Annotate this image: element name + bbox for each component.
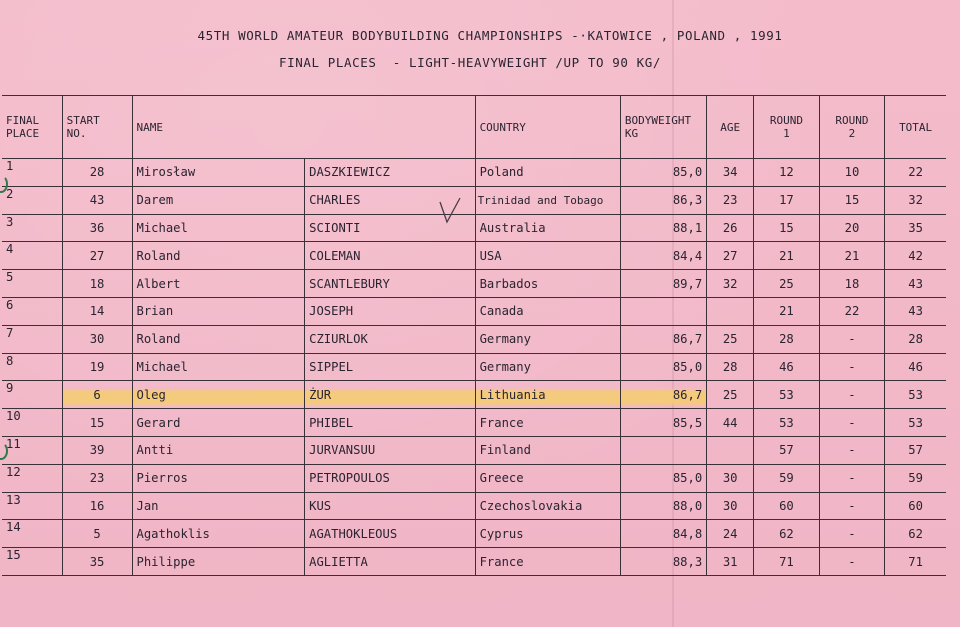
table-row (2, 548, 946, 576)
start-no-cell: 16 (62, 492, 132, 520)
age-cell: 30 (707, 492, 754, 520)
country-cell: Cyprus (475, 520, 620, 548)
age-cell: 26 (707, 214, 754, 242)
bodyweight-cell (620, 436, 706, 464)
round2-cell: 10 (819, 159, 885, 187)
championship-title: 45TH WORLD AMATEUR BODYBUILDING CHAMPIONSHIPS -·KATOWICE , POLAND , 1991 (197, 28, 783, 43)
start-no-cell: 35 (62, 548, 132, 576)
start-no-cell: 18 (62, 270, 132, 298)
final-place-cell: 12 (2, 464, 62, 492)
start-no-cell: 15 (62, 409, 132, 437)
total-cell: 53 (885, 409, 946, 437)
table-row (2, 242, 946, 270)
bodyweight-cell: 89,7 (620, 270, 706, 298)
results-table (2, 95, 946, 576)
last-name-cell: DASZKIEWICZ (305, 159, 475, 187)
age-cell: 44 (707, 409, 754, 437)
header-final-place: FINAL PLACE (2, 96, 62, 159)
round2-cell: - (819, 381, 885, 409)
start-no-cell: 27 (62, 242, 132, 270)
age-cell: 23 (707, 186, 754, 214)
final-place-cell: 8 (2, 353, 62, 381)
age-cell: 27 (707, 242, 754, 270)
final-place-cell: 14 (2, 520, 62, 548)
round2-cell: 18 (819, 270, 885, 298)
first-name-cell: Pierros (132, 464, 305, 492)
age-cell: 24 (707, 520, 754, 548)
round1-cell: 62 (754, 520, 820, 548)
country-cell: Finland (475, 436, 620, 464)
bodyweight-cell: 85,0 (620, 464, 706, 492)
table-row (2, 381, 946, 409)
total-cell: 42 (885, 242, 946, 270)
table-row (2, 436, 946, 464)
total-cell: 46 (885, 353, 946, 381)
first-name-cell: Michael (132, 353, 305, 381)
first-name-cell: Philippe (132, 548, 305, 576)
final-place-cell: 4 (2, 242, 62, 270)
final-place-cell: 15 (2, 548, 62, 576)
total-cell: 71 (885, 548, 946, 576)
start-no-cell: 36 (62, 214, 132, 242)
table-row (2, 492, 946, 520)
total-cell: 60 (885, 492, 946, 520)
total-cell: 32 (885, 186, 946, 214)
header-bodyweight: BODYWEIGHT KG (620, 96, 706, 159)
round1-cell: 21 (754, 242, 820, 270)
first-name-cell: Brian (132, 297, 305, 325)
header-total: TOTAL (885, 96, 946, 159)
first-name-cell: Albert (132, 270, 305, 298)
last-name-cell: JURVANSUU (305, 436, 475, 464)
country-cell: Australia (475, 214, 620, 242)
last-name-cell: JOSEPH (305, 297, 475, 325)
age-cell (707, 297, 754, 325)
start-no-cell: 28 (62, 159, 132, 187)
category-subtitle: FINAL PLACES - LIGHT-HEAVYWEIGHT /UP TO 90 KG/ (279, 55, 661, 70)
first-name-cell: Antti (132, 436, 305, 464)
start-no-cell: 5 (62, 520, 132, 548)
first-name-cell: Gerard (132, 409, 305, 437)
final-place-cell: 3 (2, 214, 62, 242)
round2-cell: - (819, 353, 885, 381)
final-place-cell: 7 (2, 325, 62, 353)
round1-cell: 17 (754, 186, 820, 214)
country-cell: Germany (475, 325, 620, 353)
total-cell: 53 (885, 381, 946, 409)
header-round1: ROUND 1 (754, 96, 820, 159)
round2-cell: - (819, 464, 885, 492)
total-cell: 43 (885, 270, 946, 298)
round1-cell: 25 (754, 270, 820, 298)
results-body (2, 159, 946, 576)
header-start-no: START NO. (62, 96, 132, 159)
last-name-cell: SIPPEL (305, 353, 475, 381)
round1-cell: 28 (754, 325, 820, 353)
age-cell: 25 (707, 325, 754, 353)
age-cell: 28 (707, 353, 754, 381)
bodyweight-cell (620, 297, 706, 325)
country-cell: Lithuania (475, 381, 620, 409)
start-no-cell: 19 (62, 353, 132, 381)
start-no-cell: 43 (62, 186, 132, 214)
bodyweight-cell: 88,3 (620, 548, 706, 576)
first-name-cell: Darem (132, 186, 305, 214)
first-name-cell: Roland (132, 325, 305, 353)
round1-cell: 71 (754, 548, 820, 576)
bodyweight-cell: 85,0 (620, 159, 706, 187)
age-cell: 34 (707, 159, 754, 187)
first-name-cell: Agathoklis (132, 520, 305, 548)
round2-cell: - (819, 520, 885, 548)
age-cell: 30 (707, 464, 754, 492)
age-cell: 32 (707, 270, 754, 298)
final-place-cell: 5 (2, 270, 62, 298)
last-name-cell: COLEMAN (305, 242, 475, 270)
age-cell: 31 (707, 548, 754, 576)
bodyweight-cell: 85,0 (620, 353, 706, 381)
country-cell: Trinidad and Tobago (475, 186, 620, 214)
checkmark-icon (438, 196, 462, 226)
round1-cell: 21 (754, 297, 820, 325)
first-name-cell: Oleg (132, 381, 305, 409)
last-name-cell: CHARLES (305, 186, 475, 214)
final-place-cell: 13 (2, 492, 62, 520)
final-place-cell: 2 (2, 186, 62, 214)
bodyweight-cell: 84,4 (620, 242, 706, 270)
start-no-cell: 6 (62, 381, 132, 409)
country-cell: Barbados (475, 270, 620, 298)
age-cell (707, 436, 754, 464)
table-row (2, 270, 946, 298)
last-name-cell: SCANTLEBURY (305, 270, 475, 298)
total-cell: 28 (885, 325, 946, 353)
bodyweight-cell: 88,1 (620, 214, 706, 242)
country-cell: Poland (475, 159, 620, 187)
round1-cell: 59 (754, 464, 820, 492)
last-name-cell: AGATHOKLEOUS (305, 520, 475, 548)
round2-cell: 22 (819, 297, 885, 325)
country-cell: Canada (475, 297, 620, 325)
table-row (2, 186, 946, 214)
header-round2: ROUND 2 (819, 96, 885, 159)
first-name-cell: Mirosław (132, 159, 305, 187)
table-row (2, 409, 946, 437)
total-cell: 43 (885, 297, 946, 325)
start-no-cell: 23 (62, 464, 132, 492)
round2-cell: 20 (819, 214, 885, 242)
table-row (2, 520, 946, 548)
first-name-cell: Jan (132, 492, 305, 520)
final-place-cell: 1 (2, 159, 62, 187)
bodyweight-cell: 88,0 (620, 492, 706, 520)
last-name-cell: SCIONTI (305, 214, 475, 242)
round2-cell: - (819, 436, 885, 464)
round2-cell: 21 (819, 242, 885, 270)
round2-cell: - (819, 548, 885, 576)
table-row (2, 325, 946, 353)
round2-cell: - (819, 325, 885, 353)
round2-cell: - (819, 409, 885, 437)
country-cell: Greece (475, 464, 620, 492)
country-cell: USA (475, 242, 620, 270)
round1-cell: 12 (754, 159, 820, 187)
bodyweight-cell: 84,8 (620, 520, 706, 548)
round1-cell: 53 (754, 409, 820, 437)
header-country: COUNTRY (475, 96, 620, 159)
start-no-cell: 30 (62, 325, 132, 353)
round2-cell: 15 (819, 186, 885, 214)
last-name-cell: PETROPOULOS (305, 464, 475, 492)
age-cell: 25 (707, 381, 754, 409)
last-name-cell: KUS (305, 492, 475, 520)
table-row (2, 297, 946, 325)
final-place-cell: 11 (2, 436, 62, 464)
start-no-cell: 14 (62, 297, 132, 325)
bodyweight-cell: 86,3 (620, 186, 706, 214)
final-place-cell: 10 (2, 409, 62, 437)
country-cell: France (475, 409, 620, 437)
round1-cell: 15 (754, 214, 820, 242)
bodyweight-cell: 86,7 (620, 381, 706, 409)
final-place-cell: 9 (2, 381, 62, 409)
total-cell: 35 (885, 214, 946, 242)
table-row (2, 214, 946, 242)
round1-cell: 57 (754, 436, 820, 464)
header-name: NAME (132, 96, 475, 159)
header-age: AGE (707, 96, 754, 159)
last-name-cell: ŻUR (305, 381, 475, 409)
table-row (2, 159, 946, 187)
round1-cell: 46 (754, 353, 820, 381)
round1-cell: 60 (754, 492, 820, 520)
total-cell: 57 (885, 436, 946, 464)
total-cell: 62 (885, 520, 946, 548)
country-cell: Czechoslovakia (475, 492, 620, 520)
first-name-cell: Michael (132, 214, 305, 242)
first-name-cell: Roland (132, 242, 305, 270)
last-name-cell: AGLIETTA (305, 548, 475, 576)
final-place-cell: 6 (2, 297, 62, 325)
start-no-cell: 39 (62, 436, 132, 464)
total-cell: 22 (885, 159, 946, 187)
total-cell: 59 (885, 464, 946, 492)
header-row (2, 96, 946, 159)
table-row (2, 464, 946, 492)
last-name-cell: CZIURLOK (305, 325, 475, 353)
bodyweight-cell: 85,5 (620, 409, 706, 437)
country-cell: Germany (475, 353, 620, 381)
round2-cell: - (819, 492, 885, 520)
bodyweight-cell: 86,7 (620, 325, 706, 353)
last-name-cell: PHIBEL (305, 409, 475, 437)
table-row (2, 353, 946, 381)
country-cell: France (475, 548, 620, 576)
round1-cell: 53 (754, 381, 820, 409)
